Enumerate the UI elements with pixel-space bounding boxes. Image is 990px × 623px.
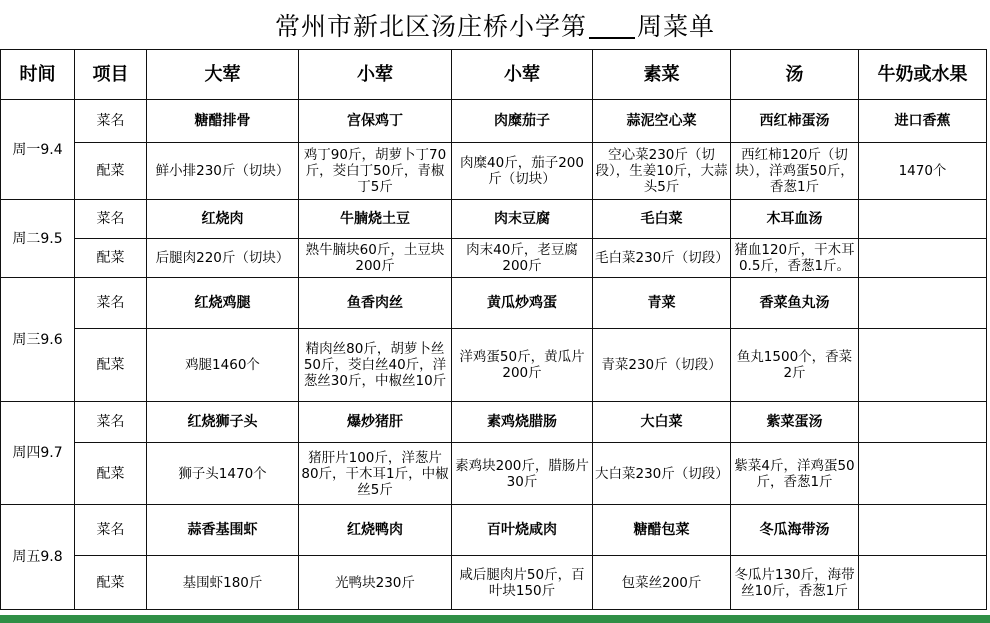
dish-cell: 素鸡烧腊肠 [452,402,593,443]
dish-cell [859,402,987,443]
ingredient-cell: 冬瓜片130斤，海带丝10斤，香葱1斤 [731,556,859,610]
dish-cell [859,278,987,329]
ingredient-cell: 猪肝片100斤，洋葱片80斤，干木耳1斤，中椒丝5斤 [299,443,452,505]
ingredient-cell: 鱼丸1500个，香菜2斤 [731,329,859,402]
title-text-before: 常州市新北区汤庄桥小学第 [274,12,587,41]
ingredient-cell: 青菜230斤（切段） [593,329,731,402]
ingredient-cell: 基围虾180斤 [147,556,299,610]
ingredient-cell: 咸后腿肉片50斤，百叶块150斤 [452,556,593,610]
dish-cell: 红烧鸡腿 [147,278,299,329]
sheet-bottom-edge [0,615,990,623]
row-label: 菜名 [75,100,147,143]
dish-cell [859,505,987,556]
row-label: 配菜 [75,329,147,402]
dish-cell: 糖醋排骨 [147,100,299,143]
row-label: 配菜 [75,143,147,200]
row-label: 配菜 [75,556,147,610]
day-cell: 周一9.4 [1,100,75,200]
header-soup: 汤 [731,50,859,100]
dish-cell: 宫保鸡丁 [299,100,452,143]
ingredient-cell [859,239,987,278]
table-row [1,278,987,329]
dish-cell: 进口香蕉 [859,100,987,143]
ingredient-cell: 猪血120斤，干木耳0.5斤，香葱1斤。 [731,239,859,278]
day-cell: 周二9.5 [1,200,75,278]
row-label: 配菜 [75,443,147,505]
dish-cell: 百叶烧咸肉 [452,505,593,556]
table-row [1,556,987,610]
ingredient-cell: 肉末40斤，老豆腐200斤 [452,239,593,278]
table-row [1,200,987,239]
ingredient-cell: 洋鸡蛋50斤，黄瓜片200斤 [452,329,593,402]
ingredient-cell: 鲜小排230斤（切块） [147,143,299,200]
dish-cell: 香菜鱼丸汤 [731,278,859,329]
dish-cell: 糖醋包菜 [593,505,731,556]
dish-cell: 西红柿蛋汤 [731,100,859,143]
header-row [1,50,987,100]
week-number-blank [589,11,635,39]
menu-table [0,49,987,610]
table-row [1,329,987,402]
ingredient-cell [859,329,987,402]
dish-cell: 木耳血汤 [731,200,859,239]
ingredient-cell [859,443,987,505]
ingredient-cell: 1470个 [859,143,987,200]
dish-cell: 肉糜茄子 [452,100,593,143]
ingredient-cell: 紫菜4斤，洋鸡蛋50斤，香葱1斤 [731,443,859,505]
dish-cell: 青菜 [593,278,731,329]
ingredient-cell: 鸡丁90斤，胡萝卜丁70斤，茭白丁50斤，青椒丁5斤 [299,143,452,200]
row-label: 菜名 [75,505,147,556]
header-milk-fruit: 牛奶或水果 [859,50,987,100]
dish-cell: 黄瓜炒鸡蛋 [452,278,593,329]
dish-cell: 大白菜 [593,402,731,443]
ingredient-cell: 光鸭块230斤 [299,556,452,610]
dish-cell: 爆炒猪肝 [299,402,452,443]
dish-cell: 冬瓜海带汤 [731,505,859,556]
dish-cell: 红烧鸭肉 [299,505,452,556]
ingredient-cell: 后腿肉220斤（切块） [147,239,299,278]
row-label: 菜名 [75,278,147,329]
table-row [1,143,987,200]
day-cell: 周五9.8 [1,505,75,610]
dish-cell [859,200,987,239]
ingredient-cell: 鸡腿1460个 [147,329,299,402]
table-row [1,239,987,278]
title-text-after: 周菜单 [637,12,716,41]
table-row [1,505,987,556]
ingredient-cell: 包菜丝200斤 [593,556,731,610]
dish-cell: 红烧肉 [147,200,299,239]
header-time: 时间 [1,50,75,100]
ingredient-cell: 西红柿120斤（切块），洋鸡蛋50斤，香葱1斤 [731,143,859,200]
dish-cell: 毛白菜 [593,200,731,239]
ingredient-cell [859,556,987,610]
dish-cell: 鱼香肉丝 [299,278,452,329]
dish-cell: 蒜香基围虾 [147,505,299,556]
dish-cell: 牛腩烧土豆 [299,200,452,239]
ingredient-cell: 肉糜40斤，茄子200斤（切块） [452,143,593,200]
dish-cell: 红烧狮子头 [147,402,299,443]
dish-cell: 紫菜蛋汤 [731,402,859,443]
header-big-meat: 大荤 [147,50,299,100]
ingredient-cell: 狮子头1470个 [147,443,299,505]
ingredient-cell: 素鸡块200斤，腊肠片30斤 [452,443,593,505]
header-item: 项目 [75,50,147,100]
row-label: 菜名 [75,402,147,443]
table-row [1,443,987,505]
dish-cell: 蒜泥空心菜 [593,100,731,143]
ingredient-cell: 精肉丝80斤，胡萝卜丝50斤，茭白丝40斤，洋葱丝30斤，中椒丝10斤 [299,329,452,402]
ingredient-cell: 大白菜230斤（切段） [593,443,731,505]
header-vegetable: 素菜 [593,50,731,100]
dish-cell: 肉末豆腐 [452,200,593,239]
ingredient-cell: 熟牛腩块60斤，土豆块200斤 [299,239,452,278]
table-row [1,402,987,443]
table-row [1,100,987,143]
header-small-meat-2: 小荤 [452,50,593,100]
page-title [0,0,990,50]
ingredient-cell: 毛白菜230斤（切段） [593,239,731,278]
header-small-meat-1: 小荤 [299,50,452,100]
ingredient-cell: 空心菜230斤（切段），生姜10斤，大蒜头5斤 [593,143,731,200]
day-cell: 周四9.7 [1,402,75,505]
row-label: 菜名 [75,200,147,239]
row-label: 配菜 [75,239,147,278]
day-cell: 周三9.6 [1,278,75,402]
